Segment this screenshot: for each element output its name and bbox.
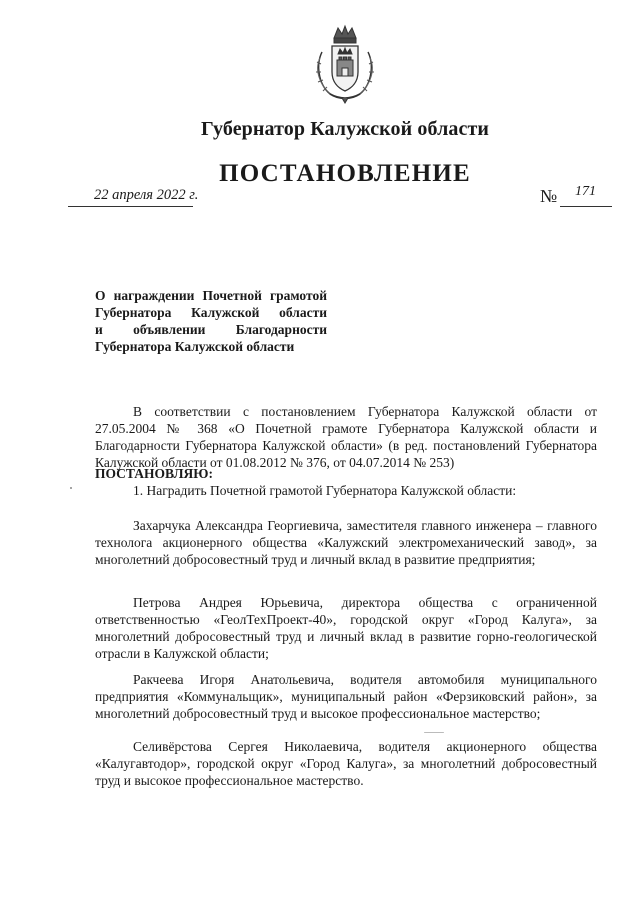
document-date: 22 апреля 2022 г.: [94, 187, 199, 203]
preamble-paragraph: В соответствии с постановлением Губернатора Калужской области от 27.05.2004 № 368 «О Почетной грамоте Губернатора Калужской области и Благодарности Губернатора Калужской области» (в ред. постановлений Губернатора Калужской области от 01.08.2012 № 376, от 04.07.2014 № 253): [95, 404, 597, 470]
subject-line: Губернатора Калужской области: [95, 339, 295, 354]
item-1-heading: 1. Наградить Почетной грамотой Губернатора Калужской области:: [133, 483, 517, 498]
coat-of-arms-emblem: [312, 24, 378, 104]
awardee-paragraph: Ракчеева Игоря Анатольевича, водителя автомобиля муниципального предприятия «Коммунальщик», муниципальный район «Ферзиковский район», за многолетний добросовестный труд и высокое профессиональное мастерство;: [95, 672, 597, 721]
subject-line: О награждении Почетной грамотой: [95, 288, 327, 303]
subject-line: и объявлении Благодарности: [95, 322, 327, 337]
awardee-paragraph: Селивёрстова Сергея Николаевича, водителя акционерного общества «Калугавтодор», городской округ «Город Калуга», за многолетний добросовестный труд и высокое профессиональное мастерство.: [95, 739, 597, 788]
scan-speck: [70, 487, 72, 489]
subject-line: Губернатора Калужской области: [95, 305, 327, 320]
number-sign: №: [540, 186, 558, 206]
document-subject: [95, 287, 327, 355]
resolve-heading: ПОСТАНОВЛЯЮ:: [95, 466, 213, 481]
awardee-paragraph: Петрова Андрея Юрьевича, директора общества с ограниченной ответственностью «ГеолТехПроект-40», городской округ «Город Калуга», за многолетний добросовестный труд и личный вклад в развитие горно-геологической отрасли в Калужской области;: [95, 595, 597, 661]
awardee-paragraph: Захарчука Александра Георгиевича, заместителя главного инженера – главного технолога акционерного общества «Калужский электромеханический завод», за многолетний добросовестный труд и личный вклад в развитие предприятия;: [95, 518, 597, 567]
number-underline: [560, 206, 612, 207]
date-underline: [68, 206, 193, 207]
authority-title: Губернатор Калужской области: [200, 118, 490, 140]
document-type-title: ПОСТАНОВЛЕНИЕ: [219, 160, 471, 187]
scan-speck: [424, 732, 444, 733]
document-number: 171: [575, 184, 596, 199]
